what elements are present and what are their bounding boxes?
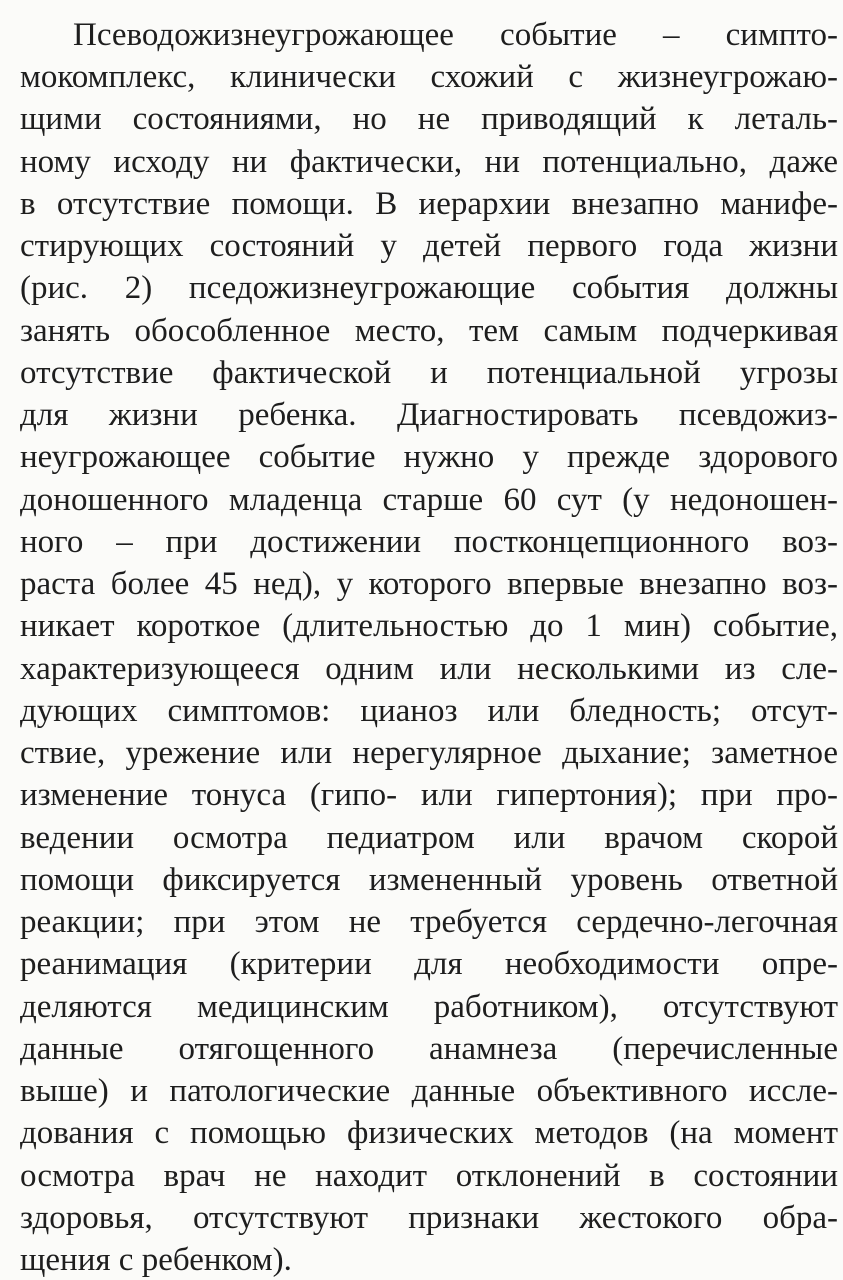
text-line: дования с помощью физических методов (на момент xyxy=(20,1115,838,1151)
text-line: выше) и патологические данные объективного иссле- xyxy=(20,1073,838,1109)
text-line: осмотра врач не находит отклонений в состоянии xyxy=(20,1158,838,1194)
text-line: ного – при достижении постконцепционного воз- xyxy=(20,524,838,560)
text-line: ствие, урежение или нерегулярное дыхание; заметное xyxy=(20,735,838,771)
text-line: отсутствие фактической и потенциальной угрозы xyxy=(20,355,838,391)
text-line: ному исходу ни фактически, ни потенциально, даже xyxy=(20,144,838,180)
text-line: помощи фиксируется измененный уровень ответной xyxy=(20,862,838,898)
text-line: Псеводожизнеугрожающее событие – симпто- xyxy=(73,17,838,53)
text-line: данные отягощенного анамнеза (перечисленные xyxy=(20,1031,838,1067)
top-cut-line xyxy=(0,0,843,12)
text-line: неугрожающее событие нужно у прежде здорового xyxy=(20,439,838,475)
text-line: реакции; при этом не требуется сердечно-легочная xyxy=(20,904,838,940)
text-line: характеризующееся одним или несколькими из сле- xyxy=(20,651,838,687)
text-line: для жизни ребенка. Диагностировать псевдожиз- xyxy=(20,397,838,433)
text-line: никает короткое (длительностью до 1 мин) событие, xyxy=(20,608,838,644)
text-line: в отсутствие помощи. В иерархии внезапно манифе- xyxy=(20,186,838,222)
text-line: деляются медицинским работником), отсутствуют xyxy=(20,989,838,1025)
text-line: доношенного младенца старше 60 сут (у недоношен- xyxy=(20,482,838,518)
text-line: стирующих состояний у детей первого года жизни xyxy=(20,228,838,264)
text-line: реанимация (критерии для необходимости опре- xyxy=(20,946,838,982)
text-line: изменение тонуса (гипо- или гипертония); при про- xyxy=(20,777,838,813)
text-line: щими состояниями, но не приводящий к леталь- xyxy=(20,101,838,137)
text-line: здоровья, отсутствуют признаки жестокого обра- xyxy=(20,1200,838,1236)
text-line: дующих симптомов: цианоз или бледность; отсут- xyxy=(20,693,838,729)
text-line: занять обособленное место, тем самым подчеркивая xyxy=(20,313,838,349)
text-line: щения с ребенком). xyxy=(20,1242,292,1278)
text-line: ведении осмотра педиатром или врачом скорой xyxy=(20,820,838,856)
text-line: (рис. 2) пседожизнеугрожающие события должны xyxy=(20,270,838,306)
text-line: раста более 45 нед), у которого впервые внезапно воз- xyxy=(20,566,838,602)
text-line: мокомплекс, клинически схожий с жизнеугрожаю- xyxy=(20,59,838,95)
